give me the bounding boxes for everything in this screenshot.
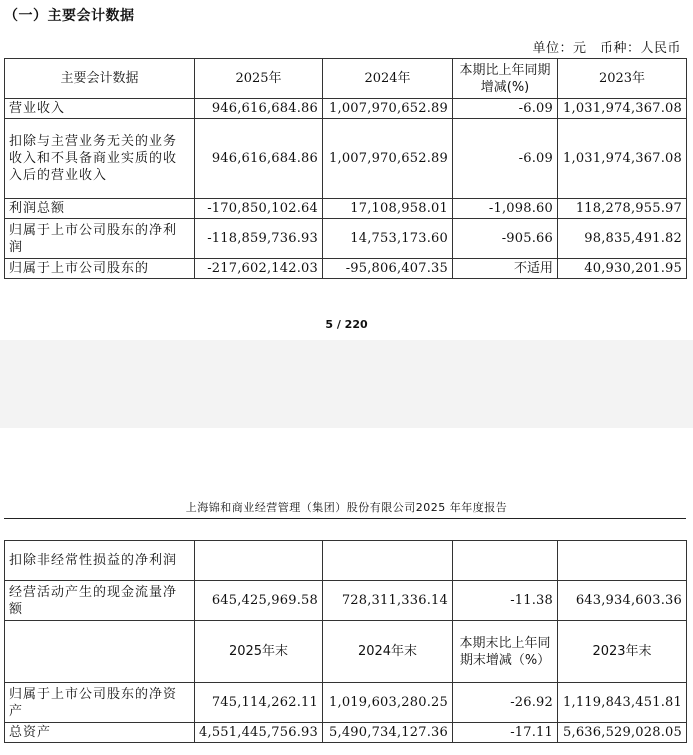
header-2024-end: 2024年末 xyxy=(323,621,453,683)
value-2025 xyxy=(195,541,323,581)
value-change: -905.66 xyxy=(453,219,558,259)
table-row xyxy=(5,259,687,279)
value-change: -26.92 xyxy=(453,683,558,723)
value-2023 xyxy=(558,541,687,581)
value-2025: 645,425,969.58 xyxy=(195,581,323,621)
value-change xyxy=(453,541,558,581)
value-2025: 946,616,684.86 xyxy=(195,99,323,119)
table-row xyxy=(5,119,687,199)
value-2024: 728,311,336.14 xyxy=(323,581,453,621)
value-2023: 1,119,843,451.81 xyxy=(558,683,687,723)
table-row xyxy=(5,219,687,259)
value-2024: 5,490,734,127.36 xyxy=(323,723,453,743)
value-change: -17.11 xyxy=(453,723,558,743)
value-2025: -217,602,142.03 xyxy=(195,259,323,279)
value-2024: 1,019,603,280.25 xyxy=(323,683,453,723)
subheader-blank xyxy=(5,621,195,683)
header-change: 本期比上年同期增减(%) xyxy=(453,59,558,99)
table-header-row xyxy=(5,59,687,99)
value-change: -1,098.60 xyxy=(453,199,558,219)
value-2024: 14,753,173.60 xyxy=(323,219,453,259)
value-change: -6.09 xyxy=(453,99,558,119)
document-header: 上海锦和商业经营管理（集团）股份有限公司2025 年年度报告 xyxy=(185,501,508,514)
table-row xyxy=(5,99,687,119)
table-row xyxy=(5,541,687,581)
row-label: 扣除非经常性损益的净利润 xyxy=(5,541,195,581)
value-change: -11.38 xyxy=(453,581,558,621)
table-row xyxy=(5,683,687,723)
key-accounting-data-table xyxy=(4,58,687,279)
value-2023: 40,930,201.95 xyxy=(558,259,687,279)
value-2025: 745,114,262.11 xyxy=(195,683,323,723)
value-2025: 946,616,684.86 xyxy=(195,119,323,199)
value-2023: 118,278,955.97 xyxy=(558,199,687,219)
value-2025: -170,850,102.64 xyxy=(195,199,323,219)
row-label: 经营活动产生的现金流量净额 xyxy=(5,581,195,621)
value-2023: 1,031,974,367.08 xyxy=(558,99,687,119)
row-label: 利润总额 xyxy=(5,199,195,219)
value-2024: 1,007,970,652.89 xyxy=(323,119,453,199)
row-label: 归属于上市公司股东的净利润 xyxy=(5,219,195,259)
table-subheader-row xyxy=(5,621,687,683)
header-2023: 2023年 xyxy=(558,59,687,99)
table-row xyxy=(5,199,687,219)
row-label: 归属于上市公司股东的 xyxy=(5,259,195,279)
row-label: 扣除与主营业务无关的业务收入和不具备商业实质的收入后的营业收入 xyxy=(5,119,195,199)
table-row xyxy=(5,581,687,621)
value-2023: 643,934,603.36 xyxy=(558,581,687,621)
value-change: -6.09 xyxy=(453,119,558,199)
row-label: 营业收入 xyxy=(5,99,195,119)
row-label: 总资产 xyxy=(5,723,195,743)
header-2025: 2025年 xyxy=(195,59,323,99)
header-2024: 2024年 xyxy=(323,59,453,99)
header-2023-end: 2023年末 xyxy=(558,621,687,683)
value-2023: 1,031,974,367.08 xyxy=(558,119,687,199)
value-change: 不适用 xyxy=(453,259,558,279)
header-key-data: 主要会计数据 xyxy=(5,59,195,99)
report-page-lower xyxy=(0,428,693,755)
table-row xyxy=(5,723,687,743)
header-2025-end: 2025年末 xyxy=(195,621,323,683)
header-rule xyxy=(4,518,686,519)
value-2025: -118,859,736.93 xyxy=(195,219,323,259)
section-title: （一）主要会计数据 xyxy=(4,8,135,24)
value-2024: -95,806,407.35 xyxy=(323,259,453,279)
row-label: 归属于上市公司股东的净资产 xyxy=(5,683,195,723)
value-2024: 1,007,970,652.89 xyxy=(323,99,453,119)
value-2024 xyxy=(323,541,453,581)
header-change-end: 本期末比上年同期末增减（%） xyxy=(453,621,558,683)
value-2024: 17,108,958.01 xyxy=(323,199,453,219)
report-page-upper xyxy=(0,0,693,340)
value-2023: 5,636,529,028.05 xyxy=(558,723,687,743)
unit-currency-line: 单位：元 币种：人民币 xyxy=(532,41,681,56)
page-gap xyxy=(0,340,693,428)
value-2025: 4,551,445,756.93 xyxy=(195,723,323,743)
value-2023: 98,835,491.82 xyxy=(558,219,687,259)
key-accounting-data-table-continued xyxy=(4,540,687,743)
page-number: 5 / 220 xyxy=(325,318,368,331)
